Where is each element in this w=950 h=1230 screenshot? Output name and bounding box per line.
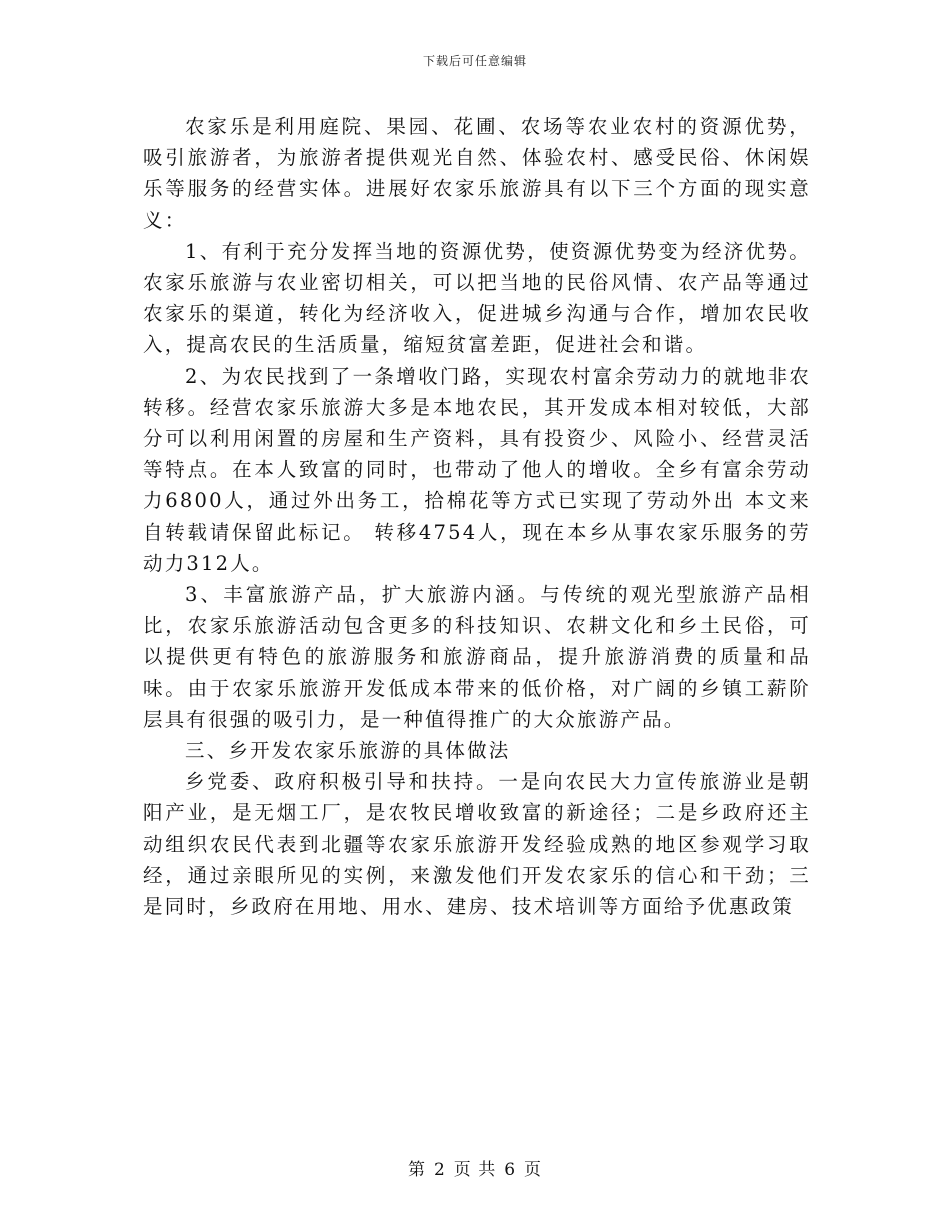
paragraph-intro: 农家乐是利用庭院、果园、花圃、农场等农业农村的资源优势，吸引旅游者，为旅游者提供观光自然、体验农村、感受民俗、休闲娱乐等服务的经营实体。进展好农家乐旅游具有以下三个方面的现实意义： (143, 115, 811, 232)
section-heading: 三、乡开发农家乐旅游的具体做法 (185, 739, 511, 763)
footer-prefix: 第 (407, 1160, 426, 1180)
footer-total-pages: 6 (504, 1160, 517, 1180)
paragraph-measures: 乡党委、政府积极引导和扶持。一是向农民大力宣传旅游业是朝阳产业，是无烟工厂，是农牧民增收致富的新途径；二是乡政府还主动组织农民代表到北疆等农家乐旅游开发经验成熟的地区参观学习取经，通过亲眼所见的实例，来激发他们开发农家乐的信心和干劲；三是同时，乡政府在用地、用水、建房、技术培训等方面给予优惠政策 (143, 770, 811, 919)
header-note: 下载后可任意编辑 (422, 54, 527, 68)
paragraph-point-3: 3、丰富旅游产品，扩大旅游内涵。与传统的观光型旅游产品相比，农家乐旅游活动包含更多的科技知识、农耕文化和乡土民俗，可以提供更有特色的旅游服务和旅游商品，提升旅游消费的质量和品味。由于农家乐旅游开发低成本带来的低价格，对广阔的乡镇工薪阶层具有很强的吸引力，是一种值得推广的大众旅游产品。 (143, 583, 811, 731)
footer-suffix: 页 (524, 1160, 543, 1180)
footer-mid: 页 共 (453, 1160, 497, 1180)
paragraph-point-1: 1、有利于充分发挥当地的资源优势，使资源优势变为经济优势。农家乐旅游与农业密切相关，可以把当地的民俗风情、农产品等通过农家乐的渠道，转化为经济收入，促进城乡沟通与合作，增加农民收入，提高农民的生活质量，缩短贫富差距，促进社会和谐。 (143, 239, 811, 357)
page-footer (0, 1155, 950, 1180)
document-body (143, 111, 811, 922)
paragraph-point-2: 2、为农民找到了一条增收门路，实现农村富余劳动力的就地非农转移。经营农家乐旅游大多是本地农民，其开发成本相对较低，大部分可以利用闲置的房屋和生产资料，具有投资少、风险小、经营灵活等特点。在本人致富的同时，也带动了他人的增收。全乡有富余劳动力6800人，通过外出务工，拾棉花等方式已实现了劳动外出 本文来自转载请保留此标记。 转移4754人，现在本乡从事农家乐服务的劳动力312人。 (143, 364, 811, 575)
footer-page-number: 2 (433, 1160, 446, 1180)
